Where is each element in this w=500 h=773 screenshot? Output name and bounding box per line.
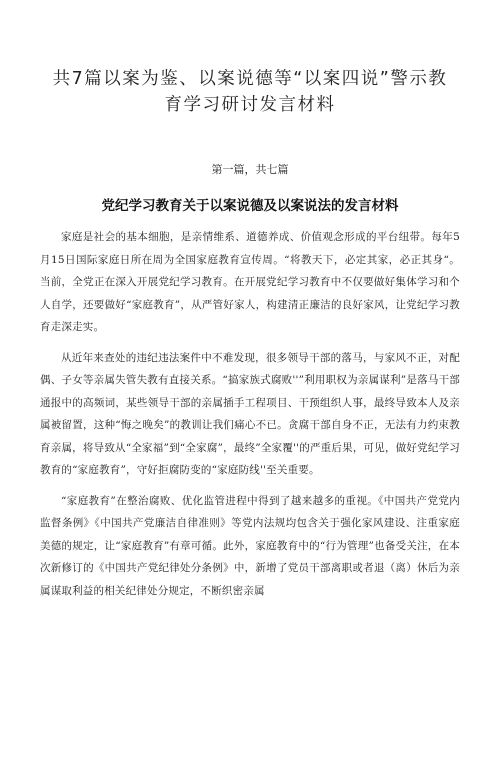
paragraph: “家庭教育”在整治腐败、优化监管进程中得到了越来越多的重视。《中国共产党党内监督条例》《中国共产党廉洁自律准则》等党内法规均包含关于强化家风建设、注重家庭美德的规定，让“家庭教育”有章可循。此外，家庭教育中的“行为管理”也备受关注，在本次新修订的《中国共产党纪律处分条例》中，新增了党员干部离职或者退（离）休后为亲属谋取利益的相关纪律处分规定，不断织密亲属	[40, 494, 460, 597]
section-label: 第一篇，共七篇	[211, 163, 289, 176]
paragraph: 家庭是社会的基本细胞，是亲情维系、道德养成、价值观念形成的平台纽带。每年5月15日国际家庭日所在周为全国家庭教育宣传周。“将教天下，必定其家，必正其身“。当前，全党正在深入开展党纪学习教育。在开展党纪学习教育中不仅要做好集体学习和个人自学，还要做好“家庭教育”，从严管好家人，构建清正廉洁的良好家风，让党纪学习教育走深走实。	[40, 231, 460, 333]
paragraph: 从近年来查处的违纪违法案件中不难发现，很多领导干部的落马，与家风不正，对配偶、子女等亲属失管失教有直接关系。“搞家族式腐败''”利用职权为亲属谋利”是落马干部通报中的高频词，某些领导干部的亲属插手工程项目、干预组织人事，最终导致本人及亲属被留置，这种“悔之晚矣”的教训让我们痛心不已。贪腐干部自身不正，无法有力约束教育亲属，将导致从“全家福”到“全家腐”，最终”全家覆''的严重后果，可见，做好党纪学习教育的“家庭教育”，守好拒腐防变的“家庭防线''至关重要。	[40, 351, 460, 476]
article-body	[40, 226, 460, 602]
document-title	[40, 66, 460, 118]
document-page	[0, 66, 500, 773]
document-title-line-1: 共7篇以案为鉴、以案说德等“以案四说”警示教	[52, 69, 448, 89]
document-title-line-2: 育学习研讨发言材料	[164, 95, 336, 115]
article-title: 党纪学习教育关于以案说德及以案说法的发言材料	[101, 198, 399, 214]
